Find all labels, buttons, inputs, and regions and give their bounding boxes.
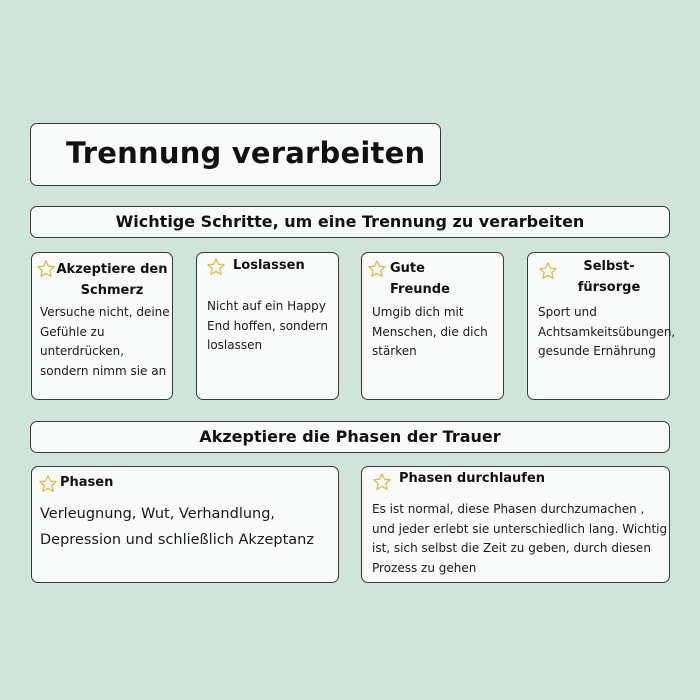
card-body: Es ist normal, diese Phasen durchzumachen , und jeder erlebt sie unterschiedlich lang. Wichtig ist, sich selbst die Zeit zu geben, durch diesen Prozess zu gehen xyxy=(372,502,668,575)
card-akzeptiere-schmerz xyxy=(31,252,173,400)
card-title: Loslassen xyxy=(233,258,305,273)
section-heading-phases xyxy=(30,421,670,453)
star-icon xyxy=(38,474,58,494)
card-body: Verleugnung, Wut, Verhandlung, Depression und schließlich Akzeptanz xyxy=(40,506,314,548)
card-body: Sport und Achtsamkeitsübungen, gesunde Ernährung xyxy=(538,305,676,358)
page-title: Trennung verarbeiten xyxy=(66,136,426,170)
star-icon xyxy=(372,472,392,492)
title-box xyxy=(30,123,441,186)
card-title: Phasen xyxy=(60,475,114,490)
section-heading-label: Akzeptiere die Phasen der Trauer xyxy=(199,427,501,446)
card-title: Selbst-fürsorge xyxy=(577,259,641,295)
card-title: Phasen durchlaufen xyxy=(399,471,546,486)
card-phasen-durchlaufen xyxy=(361,466,670,583)
section-heading-steps xyxy=(30,206,670,238)
card-title: Gute Freunde xyxy=(390,261,450,297)
card-body: Umgib dich mit Menschen, die dich stärken xyxy=(372,305,488,358)
section-heading-label: Wichtige Schritte, um eine Trennung zu verarbeiten xyxy=(115,212,585,231)
star-icon xyxy=(538,261,558,281)
card-body: Versuche nicht, deine Gefühle zu unterdrücken, sondern nimm sie an xyxy=(40,305,170,378)
card-loslassen xyxy=(196,252,339,400)
card-title: Akzeptiere den Schmerz xyxy=(56,262,168,298)
star-icon xyxy=(206,257,226,277)
card-phasen xyxy=(31,466,339,583)
card-body: Nicht auf ein Happy End hoffen, sondern loslassen xyxy=(207,299,328,352)
star-icon xyxy=(367,259,387,279)
card-gute-freunde xyxy=(361,252,504,400)
card-selbstfuersorge xyxy=(527,252,676,400)
